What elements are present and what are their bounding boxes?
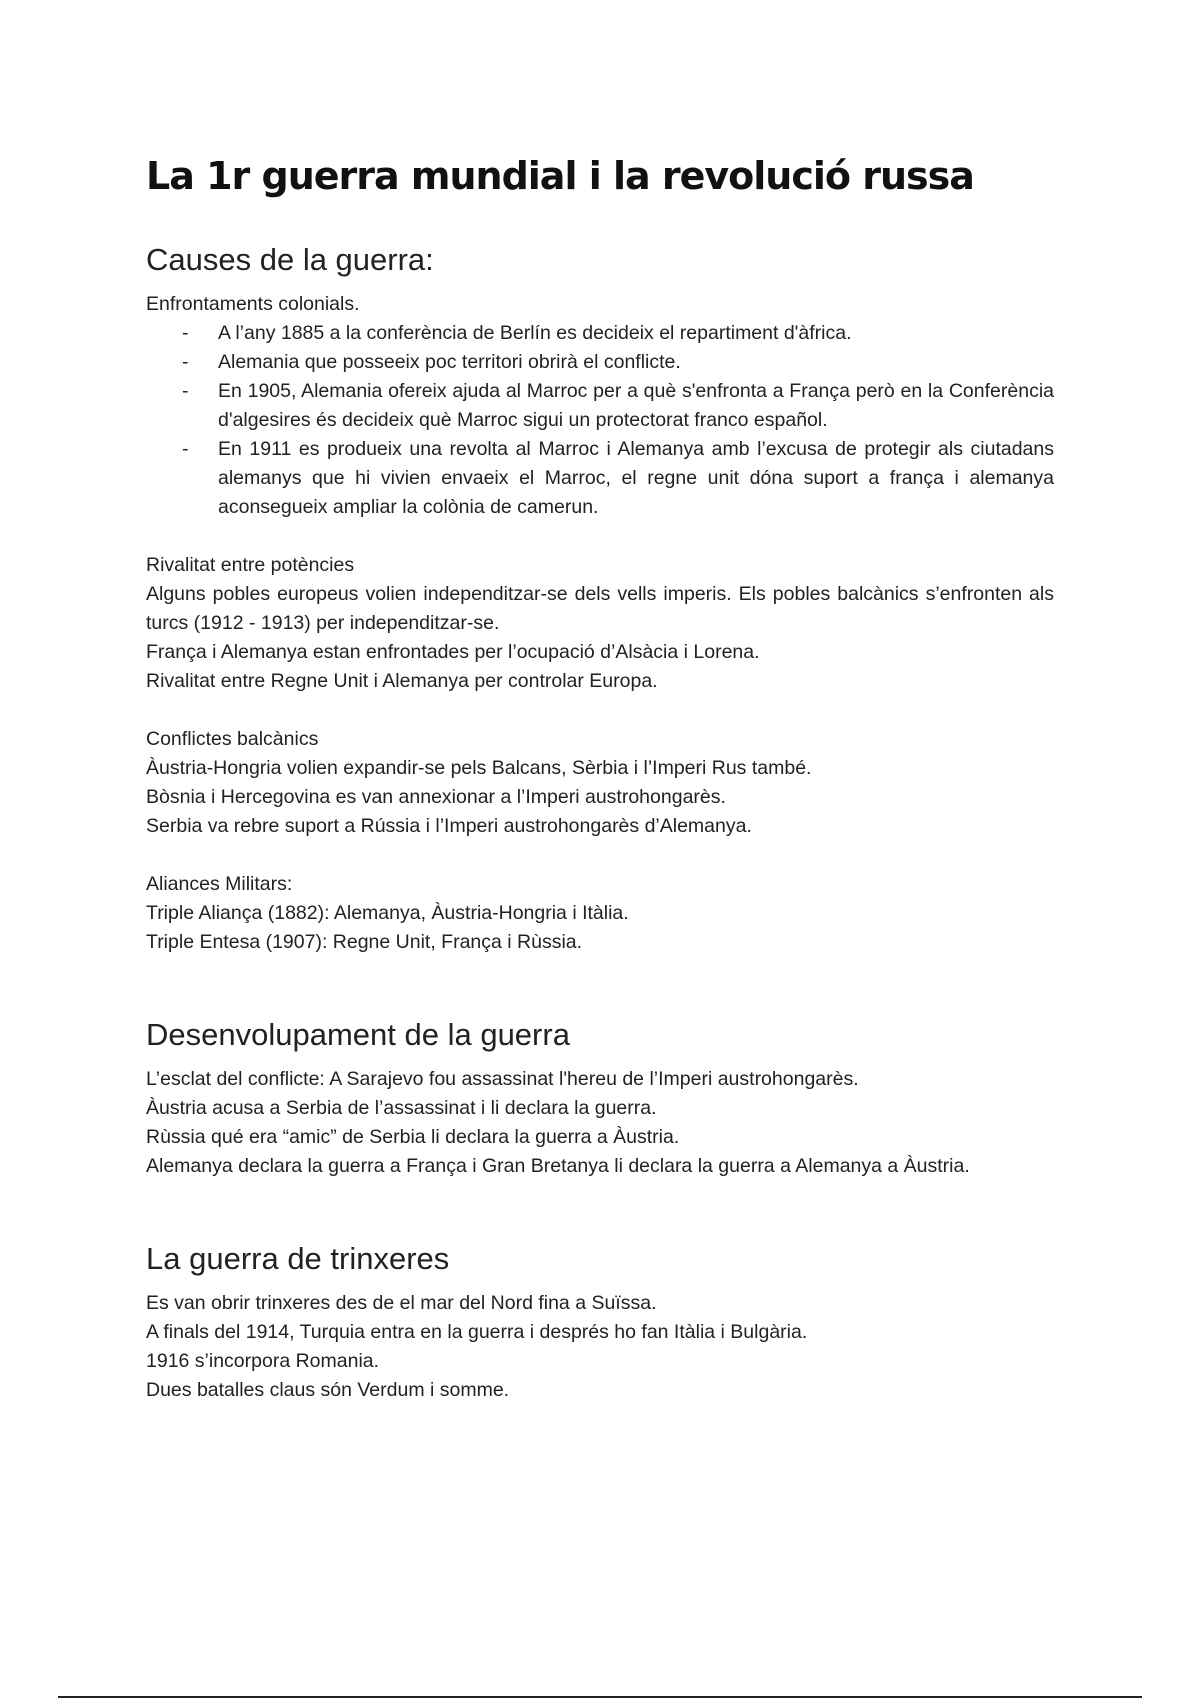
- paragraph-line: Alemanya declara la guerra a França i Gran Bretanya li declara la guerra a Alemanya a Àustria.: [146, 1155, 970, 1177]
- list-item: [146, 435, 1054, 522]
- paragraph-line: Bòsnia i Hercegovina es van annexionar a l’Imperi austrohongarès.: [146, 786, 726, 808]
- alliances-block: [146, 870, 1054, 957]
- list-item-text: En 1905, Alemania ofereix ajuda al Marroc per a què s'enfronta a França però en la Conferència d'algesires és decideix què Marroc sigui un protectorat franco español.: [218, 380, 1054, 431]
- bullet-dash: -: [182, 380, 189, 402]
- bullet-dash: -: [182, 438, 189, 460]
- paragraph-line: Àustria acusa a Serbia de l’assassinat i li declara la guerra.: [146, 1097, 657, 1119]
- paragraph-line: L’esclat del conflicte: A Sarajevo fou assassinat l'hereu de l’Imperi austrohongarès.: [146, 1068, 859, 1090]
- paragraph-line: Serbia va rebre suport a Rússia i l’Imperi austrohongarès d’Alemanya.: [146, 815, 752, 837]
- paragraph-line: Es van obrir trinxeres des de el mar del Nord fina a Suïssa.: [146, 1292, 657, 1314]
- colonial-intro: Enfrontaments colonials.: [146, 293, 360, 315]
- section-heading-development: Desenvolupament de la guerra: [146, 1017, 570, 1052]
- document-content: [146, 146, 1054, 1405]
- colonial-bullet-list: [146, 319, 1054, 522]
- list-item: [146, 377, 1054, 435]
- list-item: [146, 348, 1054, 377]
- development-block: [146, 1065, 1054, 1181]
- trenches-block: [146, 1289, 1054, 1405]
- paragraph-line: Rùssia qué era “amic” de Serbia li declara la guerra a Àustria.: [146, 1126, 680, 1148]
- list-item-text: Alemania que posseeix poc territori obrirà el conflicte.: [218, 351, 681, 373]
- paragraph-line: Triple Aliança (1882): Alemanya, Àustria-Hongria i Itàlia.: [146, 902, 629, 924]
- subheading-alliances: Aliances Militars:: [146, 873, 293, 895]
- balkans-block: [146, 725, 1054, 841]
- subheading-rivalry: Rivalitat entre potències: [146, 554, 355, 576]
- colonial-block: [146, 290, 1054, 522]
- paragraph-line: A finals del 1914, Turquia entra en la guerra i després ho fan Itàlia i Bulgària.: [146, 1321, 808, 1343]
- section-heading-trenches: La guerra de trinxeres: [146, 1241, 450, 1276]
- paragraph-line: Alguns pobles europeus volien independitzar-se dels vells imperis. Els pobles balcànics s’enfronten als turcs (1912 - 1913) per independitzar-se.: [146, 583, 1054, 634]
- paragraph-line: Dues batalles claus són Verdum i somme.: [146, 1379, 510, 1401]
- paragraph-line: Triple Entesa (1907): Regne Unit, França i Rùssia.: [146, 931, 583, 953]
- paragraph-line: Rivalitat entre Regne Unit i Alemanya per controlar Europa.: [146, 670, 658, 692]
- paragraph-line: 1916 s’incorpora Romania.: [146, 1350, 380, 1372]
- list-item-text: En 1911 es produeix una revolta al Marroc i Alemanya amb l’excusa de protegir als ciutadans alemanys que hi vivien envaeix el Marroc, el regne unit dóna suport a frança i alemanya aconsegueix ampliar la colònia de camerun.: [218, 438, 1054, 518]
- subheading-balkans: Conflictes balcànics: [146, 728, 319, 750]
- page-bottom-divider: [58, 1696, 1142, 1698]
- bullet-dash: -: [182, 322, 189, 344]
- paragraph-line: França i Alemanya estan enfrontades per l’ocupació d’Alsàcia i Lorena.: [146, 641, 760, 663]
- section-heading-causes: Causes de la guerra:: [146, 242, 434, 277]
- list-item: [146, 319, 1054, 348]
- document-title: La 1r guerra mundial i la revolució russa: [146, 154, 974, 198]
- paragraph-line: Àustria-Hongria volien expandir-se pels Balcans, Sèrbia i l’Imperi Rus també.: [146, 757, 812, 779]
- list-item-text: A l’any 1885 a la conferència de Berlín es decideix el repartiment d'àfrica.: [218, 322, 852, 344]
- rivalry-block: [146, 551, 1054, 696]
- bullet-dash: -: [182, 351, 189, 373]
